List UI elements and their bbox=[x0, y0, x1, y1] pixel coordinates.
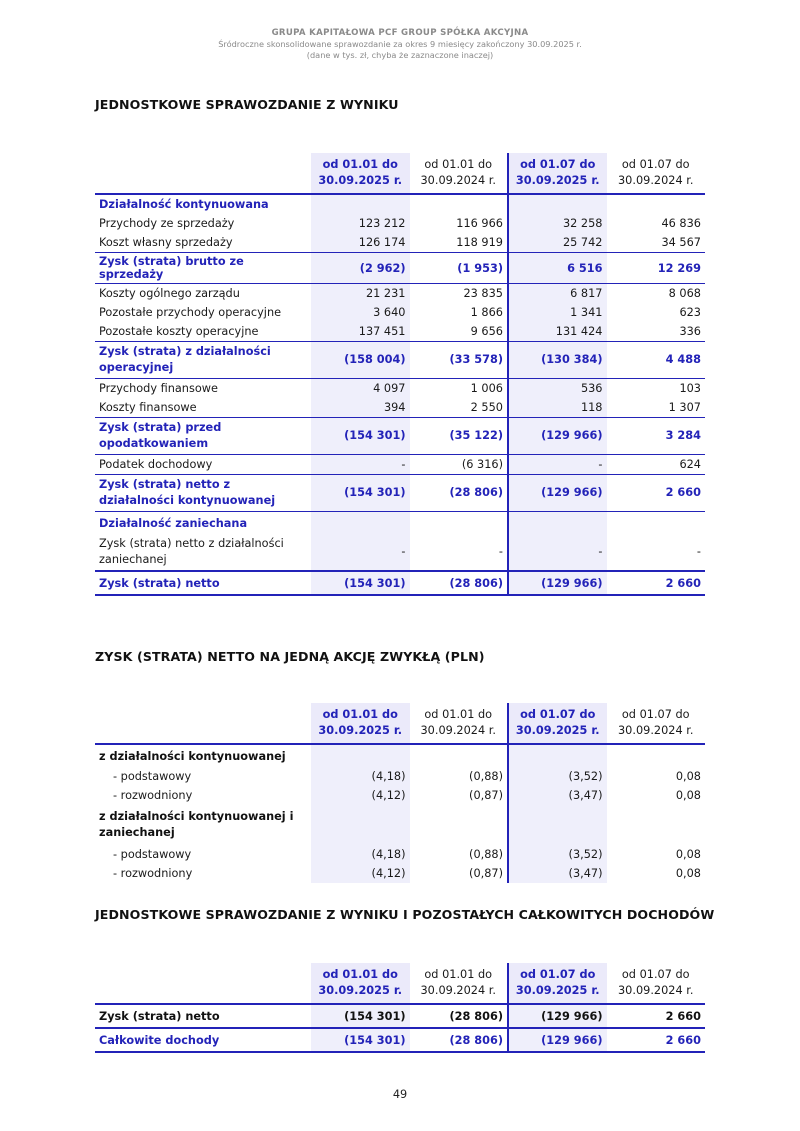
table-row: Przychody ze sprzedaży 123 212 116 966 32 258 46 836 bbox=[95, 214, 705, 233]
subtotal-row: Zysk (strata) przed opodatkowaniem (154 301) (35 122) (129 966) 3 284 bbox=[95, 418, 705, 455]
income-statement-title: JEDNOSTKOWE SPRAWOZDANIE Z WYNIKU bbox=[95, 97, 399, 112]
table-row: - podstawowy (4,18) (0,88) (3,52) 0,08 bbox=[95, 845, 705, 864]
section-header-row: Działalność kontynuowana bbox=[95, 194, 705, 214]
section-header-row: Działalność zaniechana bbox=[95, 512, 705, 535]
table-row: Zysk (strata) netto (154 301) (28 806) (129 966) 2 660 bbox=[95, 1004, 705, 1028]
column-header: od 01.07 do 30.09.2025 r. bbox=[508, 703, 607, 744]
comprehensive-income-title: JEDNOSTKOWE SPRAWOZDANIE Z WYNIKU I POZOSTAŁYCH CAŁKOWITYCH DOCHODÓW bbox=[95, 907, 715, 922]
company-name: GRUPA KAPITAŁOWA PCF GROUP SPÓŁKA AKCYJNA bbox=[271, 28, 529, 38]
eps-table bbox=[95, 703, 705, 883]
table-row: Koszty ogólnego zarządu 21 231 23 835 6 817 8 068 bbox=[95, 284, 705, 304]
column-header: od 01.01 do 30.09.2024 r. bbox=[420, 158, 496, 187]
column-header-row bbox=[95, 963, 705, 1004]
table-row: - rozwodniony (4,12) (0,87) (3,47) 0,08 bbox=[95, 786, 705, 805]
table-row: - rozwodniony (4,12) (0,87) (3,47) 0,08 bbox=[95, 864, 705, 883]
table-row: Pozostałe przychody operacyjne 3 640 1 866 1 341 623 bbox=[95, 303, 705, 322]
column-header-row bbox=[95, 703, 705, 744]
column-header-row bbox=[95, 153, 705, 194]
table-row: - podstawowy (4,18) (0,88) (3,52) 0,08 bbox=[95, 767, 705, 786]
subtotal-row: Zysk (strata) netto z działalności kontynuowanej (154 301) (28 806) (129 966) 2 660 bbox=[95, 475, 705, 512]
subtotal-row: Zysk (strata) z działalności operacyjnej (158 004) (33 578) (130 384) 4 488 bbox=[95, 342, 705, 379]
column-header: od 01.01 do 30.09.2024 r. bbox=[420, 708, 496, 737]
column-header: od 01.07 do 30.09.2025 r. bbox=[508, 963, 607, 1004]
table-row: Podatek dochodowy - (6 316) - 624 bbox=[95, 455, 705, 475]
table-row: Przychody finansowe 4 097 1 006 536 103 bbox=[95, 379, 705, 399]
column-header: od 01.01 do 30.09.2025 r. bbox=[311, 703, 410, 744]
column-header: od 01.07 do 30.09.2024 r. bbox=[618, 968, 694, 997]
total-row: Zysk (strata) netto (154 301) (28 806) (129 966) 2 660 bbox=[95, 571, 705, 595]
column-header: od 01.01 do 30.09.2025 r. bbox=[311, 153, 410, 194]
column-header: od 01.07 do 30.09.2024 r. bbox=[618, 708, 694, 737]
page-number: 49 bbox=[392, 1088, 408, 1101]
column-header: od 01.01 do 30.09.2025 r. bbox=[311, 963, 410, 1004]
table-row: Pozostałe koszty operacyjne 137 451 9 656 131 424 336 bbox=[95, 322, 705, 342]
table-row: Koszt własny sprzedaży 126 174 118 919 25 742 34 567 bbox=[95, 233, 705, 253]
eps-title: ZYSK (STRATA) NETTO NA JEDNĄ AKCJĘ ZWYKŁĄ (PLN) bbox=[95, 649, 485, 664]
table-row: Zysk (strata) netto z działalności zaniechanej - - - - bbox=[95, 534, 705, 571]
group-header-row: z działalności kontynuowanej bbox=[95, 744, 705, 767]
comprehensive-income-table bbox=[95, 963, 705, 1053]
report-description: Śródroczne skonsolidowane sprawozdanie za okres 9 miesięcy zakończony 30.09.2025 r. bbox=[218, 39, 582, 49]
total-row: Całkowite dochody (154 301) (28 806) (129 966) 2 660 bbox=[95, 1028, 705, 1052]
column-header: od 01.07 do 30.09.2024 r. bbox=[618, 158, 694, 187]
units-note: (dane w tys. zł, chyba że zaznaczone inaczej) bbox=[306, 50, 494, 60]
column-header: od 01.01 do 30.09.2024 r. bbox=[420, 968, 496, 997]
income-statement-table bbox=[95, 153, 705, 596]
subtotal-row: Zysk (strata) brutto ze sprzedaży (2 962) (1 953) 6 516 12 269 bbox=[95, 253, 705, 284]
column-header: od 01.07 do 30.09.2025 r. bbox=[508, 153, 607, 194]
table-row: Koszty finansowe 394 2 550 118 1 307 bbox=[95, 398, 705, 418]
group-header-row: z działalności kontynuowanej i zaniechanej bbox=[95, 805, 705, 845]
document-header bbox=[0, 28, 800, 61]
